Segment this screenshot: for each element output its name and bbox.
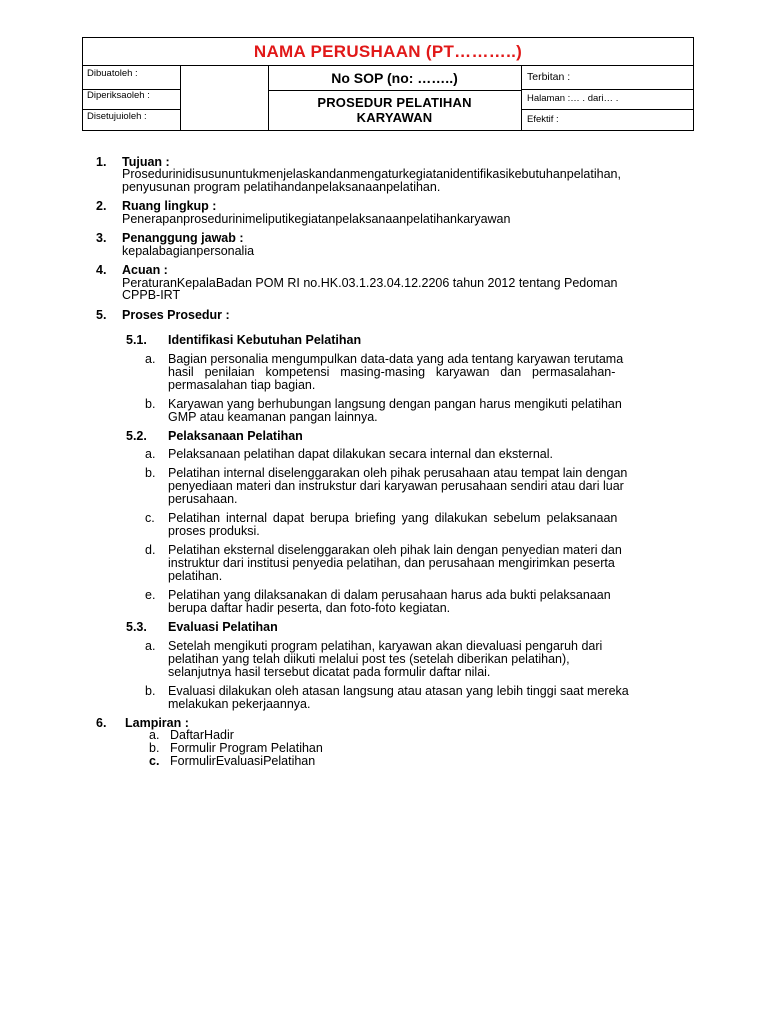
issued-label: Terbitan :: [527, 71, 571, 83]
list-item-line: Bagian personalia mengumpulkan data-data yang ada tentang karyawan terutama: [168, 352, 624, 366]
subsection-5-3-number: 5.3.: [126, 620, 147, 634]
section-4-heading: Acuan :: [122, 263, 168, 277]
list-item-line: selanjutnya hasil tersebut dicatat pada formulir daftar nilai.: [168, 665, 491, 679]
section-5-heading: Proses Prosedur :: [122, 308, 230, 322]
attachment-item: DaftarHadir: [170, 728, 234, 742]
subsection-5-1-number: 5.1.: [126, 333, 147, 347]
section-4-number: 4.: [96, 263, 107, 277]
section-3-text-line: kepalabagianpersonalia: [122, 244, 255, 258]
list-item-line: penyediaan materi dan instrukstur dari karyawan perusahaan sendiri atau dari luar: [168, 479, 624, 493]
list-item-line: permasalahan tiap bagian.: [168, 378, 316, 392]
list-item-line: GMP atau keamanan pangan lainnya.: [168, 410, 378, 424]
list-item-line: Pelatihan eksternal diselenggarakan oleh pihak lain dengan penyedian materi dan: [168, 543, 622, 557]
list-item-line: Pelatihan yang dilaksanakan di dalam perusahaan harus ada bukti pelaksanaan: [168, 588, 611, 602]
sop-title-line2: KARYAWAN: [356, 110, 433, 125]
list-marker: a.: [145, 639, 156, 653]
section-2-number: 2.: [96, 199, 107, 213]
section-2-text-line: Penerapanprosedurinimeliputikegiatanpelaksanaanpelatihankaryawan: [122, 212, 511, 226]
sop-header-table: [82, 37, 694, 131]
list-item-line: hasil penilaian kompetensi masing-masing karyawan dan permasalahan-: [168, 365, 616, 379]
list-marker: e.: [145, 588, 156, 602]
page-label: Halaman :… . dari… .: [527, 93, 619, 104]
list-item-line: Evaluasi dilakukan oleh atasan langsung atau atasan yang lebih tinggi saat mereka: [168, 684, 629, 698]
list-item-line: Pelatihan internal dapat berupa briefing yang dilakukan sebelum pelaksanaan: [168, 511, 618, 525]
list-item-line: Pelaksanaan pelatihan dapat dilakukan secara internal dan eksternal.: [168, 447, 553, 461]
list-marker: c.: [149, 754, 160, 768]
attachment-item: Formulir Program Pelatihan: [170, 741, 323, 755]
list-marker: d.: [145, 543, 156, 557]
list-marker: a.: [145, 352, 156, 366]
list-marker: b.: [145, 397, 156, 411]
list-marker: a.: [145, 447, 156, 461]
section-2-heading: Ruang lingkup :: [122, 199, 217, 213]
sop-number: No SOP (no: ……..): [331, 70, 458, 86]
list-marker: b.: [145, 466, 156, 480]
list-item-line: Pelatihan internal diselenggarakan oleh pihak perusahaan atau tempat lain dengan: [168, 466, 628, 480]
list-marker: b.: [149, 741, 160, 755]
list-marker: b.: [145, 684, 156, 698]
checked-by-label: Diperiksaoleh :: [87, 90, 150, 101]
section-1-text-line: penyusunan program pelatihandanpelaksanaanpelatihan.: [122, 180, 441, 194]
list-item-line: melakukan pekerjaannya.: [168, 697, 311, 711]
subsection-5-1-heading: Identifikasi Kebutuhan Pelatihan: [168, 333, 362, 347]
section-1-heading: Tujuan :: [122, 155, 170, 169]
made-by-label: Dibuatoleh :: [87, 68, 138, 79]
section-6-heading: Lampiran :: [125, 716, 189, 730]
list-item-line: instruktur dari institusi penyedia pelatihan, dan perusahaan mengirimkan peserta: [168, 556, 615, 570]
list-marker: a.: [149, 728, 160, 742]
section-1-text-line: Prosedurinidisusununtukmenjelaskandanmengaturkegiatanidentifikasikebutuhanpelatihan,: [122, 167, 621, 181]
section-1-number: 1.: [96, 155, 107, 169]
section-3-number: 3.: [96, 231, 107, 245]
sop-title-line1: PROSEDUR PELATIHAN: [317, 95, 472, 110]
section-4-text-line: PeraturanKepalaBadan POM RI no.HK.03.1.23.04.12.2206 tahun 2012 tentang Pedoman: [122, 276, 618, 290]
attachment-item: FormulirEvaluasiPelatihan: [170, 754, 316, 768]
list-item-line: Setelah mengikuti program pelatihan, karyawan akan dievaluasi pengaruh dari: [168, 639, 603, 653]
subsection-5-3-heading: Evaluasi Pelatihan: [168, 620, 278, 634]
section-6-number: 6.: [96, 716, 107, 730]
subsection-5-2-number: 5.2.: [126, 429, 147, 443]
list-item-line: perusahaan.: [168, 492, 238, 506]
list-item-line: pelatihan yang telah diikuti melalui post tes (setelah diberikan pelatihan),: [168, 652, 570, 666]
section-3-heading: Penanggung jawab :: [122, 231, 244, 245]
effective-label: Efektif :: [527, 114, 559, 125]
list-item-line: berupa daftar hadir peserta, dan foto-foto kegiatan.: [168, 601, 451, 615]
list-item-line: pelatihan.: [168, 569, 223, 583]
section-4-text-line: CPPB-IRT: [122, 288, 181, 302]
section-5-number: 5.: [96, 308, 107, 322]
list-item-line: Karyawan yang berhubungan langsung dengan pangan harus mengikuti pelatihan: [168, 397, 622, 411]
list-marker: c.: [145, 511, 155, 525]
approved-by-label: Disetujuioleh :: [87, 111, 147, 122]
company-name: NAMA PERUSHAAN (PT………..): [83, 38, 693, 66]
subsection-5-2-heading: Pelaksanaan Pelatihan: [168, 429, 303, 443]
list-item-line: proses produksi.: [168, 524, 260, 538]
